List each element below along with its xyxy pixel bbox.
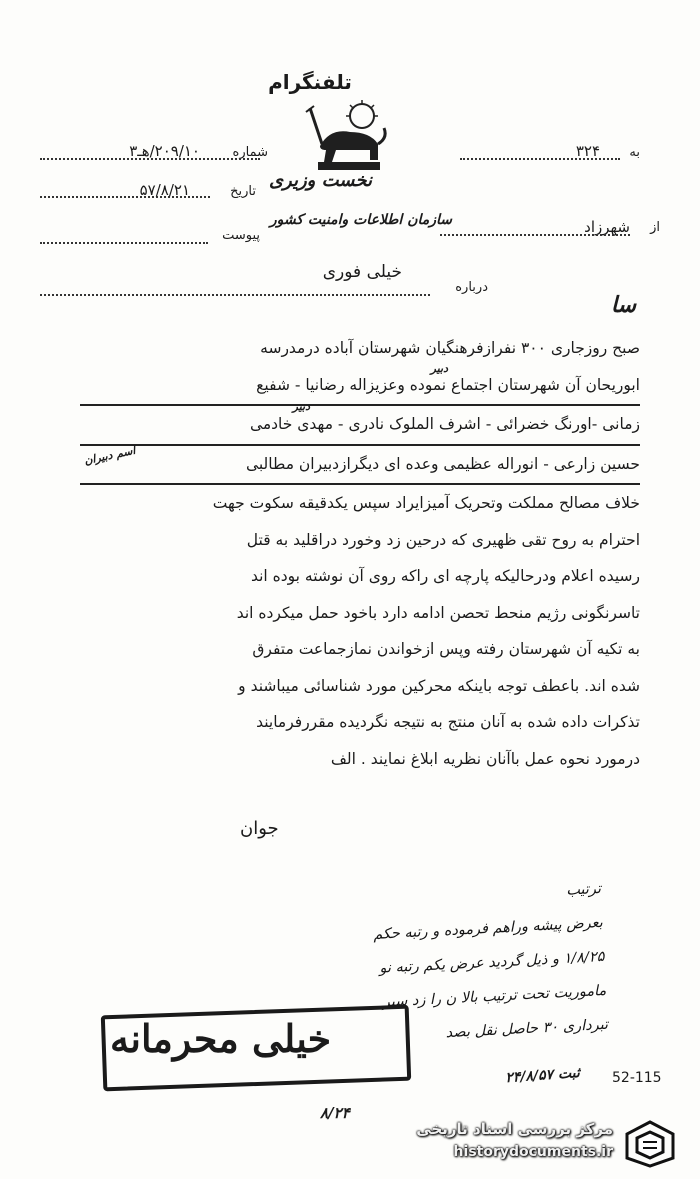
body-line-4: حسین زارعی - انوراله عظیمی وعده ای دیگرازدبیران مطالبی — [80, 446, 640, 486]
number-label: شماره — [232, 145, 268, 160]
attachment-label: پیوست — [222, 228, 260, 243]
signature: جوان — [240, 818, 279, 839]
ministry-stamp: نخست وزیری — [268, 170, 372, 191]
body-line-10: شده اند. باعطف توجه باینکه محرکین مورد شناسائی میباشند و — [238, 676, 640, 695]
salutation-scrawl: سا — [610, 292, 636, 318]
handwritten-line-1: ترتیب — [565, 880, 602, 899]
watermark — [415, 1112, 695, 1174]
from-line — [440, 234, 630, 236]
handwritten-line-5: تبرداری ۳۰ حاصل نقل بصد — [445, 1016, 609, 1042]
date-label: تاریخ — [230, 184, 256, 199]
archive-logo-icon — [623, 1118, 677, 1168]
subject-label: درباره — [455, 280, 488, 295]
body-line-3: زمانی -اورنگ خضرائی - اشرف الملوک نادری - مهدی خادمی — [80, 406, 640, 446]
body-line-6: احترام به روح تقی ظهیری که درحین زد وخورد دراقلید به قتل — [246, 530, 640, 549]
annotation-above-name-1: دبیر — [430, 362, 448, 375]
from-label: از — [650, 220, 660, 235]
body-line-11: تذکرات داده شده به آنان منتج به نتیجه نگردیده مقررفرمایند — [256, 713, 640, 731]
to-value: ۳۲۴ — [575, 142, 600, 160]
organization-stamp: سازمان اطلاعات وامنیت کشور — [269, 212, 452, 228]
from-value: شهرزاد — [584, 218, 630, 236]
message-body — [80, 330, 640, 777]
priority-text: خیلی فوری — [322, 262, 402, 282]
body-line-1: صبح روزجاری ۳۰۰ نفرازفرهنگیان شهرستان آباده درمدرسه — [260, 339, 640, 357]
bottom-date: ۸/۲۴ — [320, 1104, 350, 1122]
body-line-5: خلاف مصالح مملکت وتحریک آمیزایراد سپس یکدقیقه سکوت جهت — [212, 494, 640, 512]
watermark-name: مرکز بررسی اسناد تاریخی — [416, 1120, 613, 1138]
lion-and-sun-emblem-icon — [300, 98, 390, 176]
handwritten-line-3: ۱/۸/۲۵ و ذیل گردید عرض یکم رتبه نو — [379, 948, 605, 977]
watermark-url: historydocuments.ir — [453, 1144, 613, 1160]
to-label: به — [629, 145, 640, 160]
margin-annotation: اسم دبیران — [83, 443, 137, 468]
handwritten-line-2: بعرض پیشه وراهم فرموده و رتبه حکم — [372, 914, 604, 943]
annotation-above-name-2: دبیر — [292, 400, 310, 413]
bottom-scrawl: ثبت ۲۴/۸/۵۷ — [504, 1065, 581, 1087]
handwritten-line-4: ماموریت تحت ترتیب بالا ن را زد سیر — [382, 982, 607, 1011]
body-line-12: درمورد نحوه عمل باآنان نظریه ابلاغ نمایند . الف — [330, 749, 640, 768]
body-line-9: به تکیه آن شهرستان رفته وپس ازخواندن نمازجماعت متفرق — [252, 640, 640, 658]
body-line-2: ابوریحان آن شهرستان اجتماع نموده وعزیزاله رضانیا - شفیع — [80, 367, 640, 407]
subject-line — [40, 294, 430, 296]
date-value: ۵۷/۸/۲۱ — [139, 181, 190, 199]
classification-stamp: خیلی محرمانه — [110, 1016, 332, 1061]
number-value: ۲۰۹/۱۰/هـ۳ — [129, 142, 200, 160]
telegram-title: تلفنگرام — [268, 70, 352, 94]
body-line-7: رسیده اعلام ودرحالیکه پارچه ای راکه روی آن نوشته بوده اند — [250, 567, 640, 585]
attachment-line — [40, 242, 208, 244]
document-number: 52-115 — [612, 1070, 662, 1086]
body-line-8: تاسرنگونی رژیم منحط تحصن ادامه دارد باخود حمل میکرده اند — [236, 603, 640, 622]
